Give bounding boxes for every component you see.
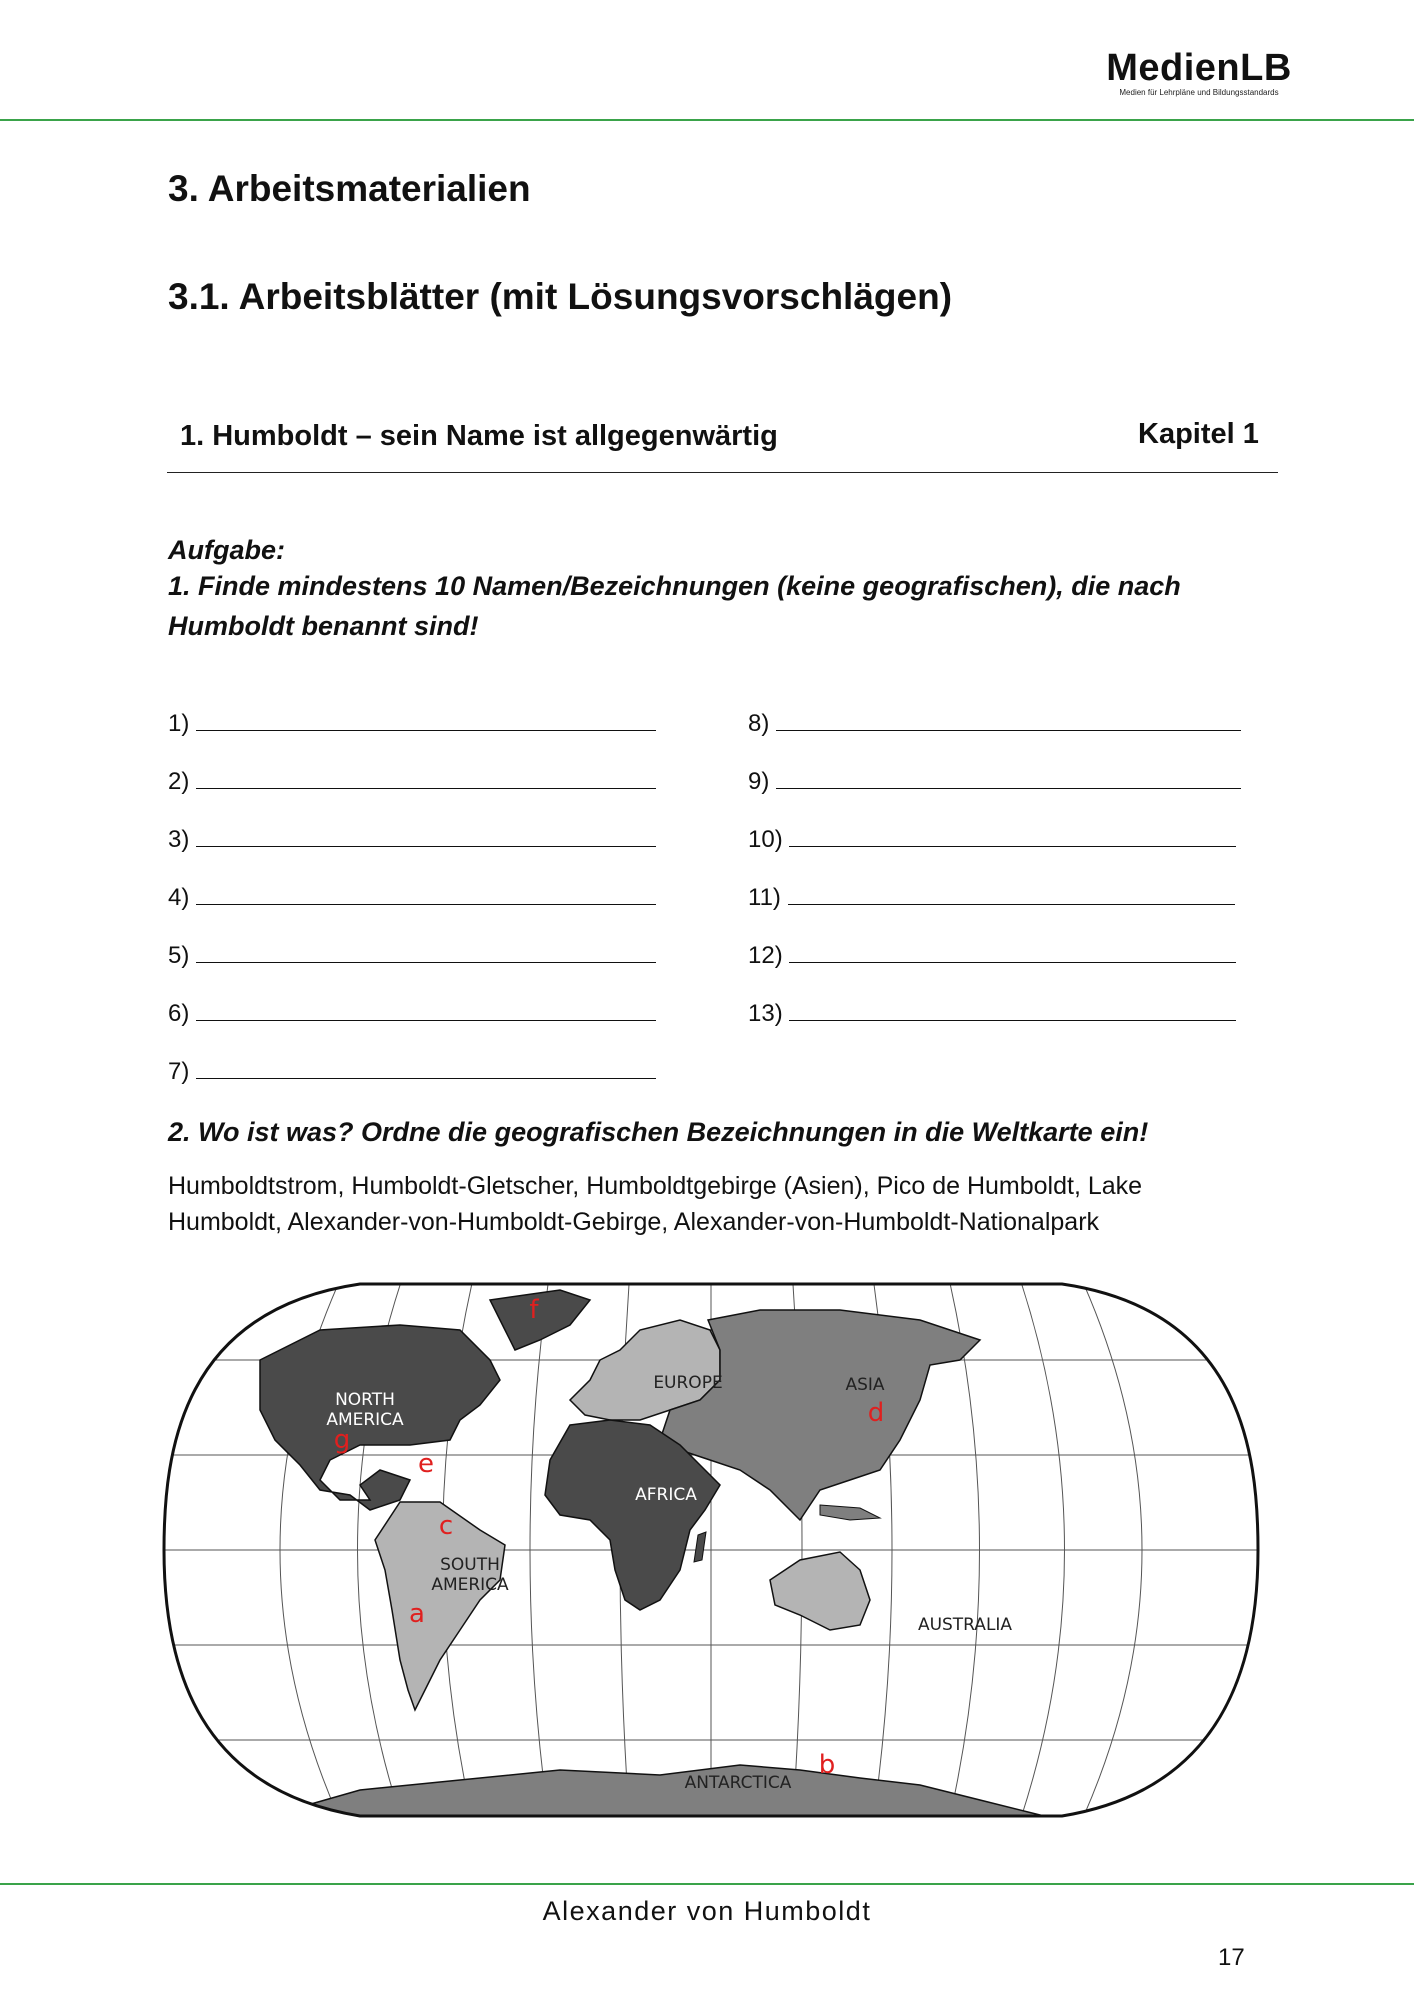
- blank-number: 1): [168, 710, 190, 737]
- blank-line[interactable]: [196, 882, 656, 905]
- blank-number: 9): [748, 768, 770, 795]
- blank-line[interactable]: [789, 998, 1236, 1021]
- label-antarctica: ANTARCTICA: [684, 1773, 792, 1793]
- blank-number: 7): [168, 1058, 190, 1085]
- answer-blank-3[interactable]: [168, 824, 656, 854]
- label-north-america-1: NORTH: [335, 1390, 395, 1410]
- footer-rule: [0, 1883, 1414, 1885]
- blank-number: 3): [168, 826, 190, 853]
- blank-number: 2): [168, 768, 190, 795]
- antarctica-shape: [290, 1765, 1040, 1830]
- blank-number: 8): [748, 710, 770, 737]
- blank-line[interactable]: [789, 940, 1236, 963]
- blank-number: 10): [748, 826, 783, 853]
- marker-c: c: [438, 1511, 454, 1541]
- task1-line2: Humboldt benannt sind!: [168, 611, 479, 641]
- blank-number: 13): [748, 1000, 783, 1027]
- medienlb-logo: [1103, 48, 1295, 97]
- world-map: [160, 1270, 1262, 1830]
- header-rule: [0, 119, 1414, 121]
- indonesia-shape: [820, 1505, 880, 1520]
- blank-number: 11): [748, 884, 781, 911]
- blank-line[interactable]: [789, 824, 1236, 847]
- blank-line[interactable]: [788, 882, 1235, 905]
- label-north-america-2: AMERICA: [326, 1410, 404, 1430]
- logo-tagline: Medien für Lehrpläne und Bildungsstandards: [1119, 88, 1279, 97]
- greenland-shape: [490, 1290, 590, 1350]
- blank-line[interactable]: [776, 708, 1241, 731]
- answer-blank-7[interactable]: [168, 1056, 656, 1086]
- task2-question: 2. Wo ist was? Ordne die geografischen Bezeichnungen in die Weltkarte ein!: [168, 1117, 1149, 1147]
- blank-line[interactable]: [196, 998, 656, 1021]
- subsection-heading: 3.1. Arbeitsblätter (mit Lösungsvorschlägen): [168, 276, 953, 317]
- madagascar-shape: [694, 1532, 706, 1562]
- answer-blank-6[interactable]: [168, 998, 656, 1028]
- section-heading: 3. Arbeitsmaterialien: [168, 168, 531, 209]
- worksheet-title: 1. Humboldt – sein Name ist allgegenwärtig: [180, 420, 778, 452]
- answer-blank-11[interactable]: [748, 882, 1235, 912]
- blank-number: 4): [168, 884, 190, 911]
- task1-line1: 1. Finde mindestens 10 Namen/Bezeichnungen (keine geografischen), die nach: [168, 571, 1181, 601]
- task-label: Aufgabe:: [168, 535, 285, 565]
- answer-blank-2[interactable]: [168, 766, 656, 796]
- logo-wordmark: MedienLB: [1106, 47, 1292, 89]
- marker-g: g: [333, 1425, 351, 1455]
- label-africa: AFRICA: [635, 1485, 697, 1505]
- answer-blank-8[interactable]: [748, 708, 1241, 738]
- blank-number: 12): [748, 942, 783, 969]
- answer-blank-13[interactable]: [748, 998, 1236, 1028]
- answer-blank-4[interactable]: [168, 882, 656, 912]
- label-south-america-2: AMERICA: [431, 1575, 509, 1595]
- chapter-label: Kapitel 1: [1138, 418, 1259, 450]
- blank-line[interactable]: [196, 708, 656, 731]
- title-divider: [167, 472, 1278, 473]
- page-number: 17: [1218, 1944, 1245, 1971]
- marker-d: d: [867, 1398, 885, 1428]
- label-europe: EUROPE: [653, 1373, 723, 1393]
- answer-blank-10[interactable]: [748, 824, 1236, 854]
- label-australia: AUSTRALIA: [917, 1615, 1013, 1635]
- blank-line[interactable]: [196, 824, 656, 847]
- label-asia: ASIA: [845, 1375, 885, 1395]
- answer-blank-1[interactable]: [168, 708, 656, 738]
- blank-line[interactable]: [196, 940, 656, 963]
- answer-blank-9[interactable]: [748, 766, 1241, 796]
- answer-blank-12[interactable]: [748, 940, 1236, 970]
- blank-number: 5): [168, 942, 190, 969]
- blank-line[interactable]: [776, 766, 1241, 789]
- blank-line[interactable]: [196, 1056, 656, 1079]
- marker-e: e: [418, 1449, 434, 1479]
- marker-b: b: [818, 1750, 836, 1780]
- blank-number: 6): [168, 1000, 190, 1027]
- label-south-america-1: SOUTH: [440, 1555, 500, 1575]
- marker-f: f: [529, 1295, 539, 1325]
- footer-title: Alexander von Humboldt: [542, 1896, 872, 1926]
- blank-line[interactable]: [196, 766, 656, 789]
- map-graticule: [160, 1270, 1262, 1830]
- marker-a: a: [409, 1599, 425, 1629]
- answer-blank-5[interactable]: [168, 940, 656, 970]
- australia-shape: [770, 1552, 870, 1630]
- geographic-names-list: Humboldtstrom, Humboldt-Gletscher, Humboldtgebirge (Asien), Pico de Humboldt, Lake Humboldt, Alexander-von-Humboldt-Gebirge, Alexander-von-Humboldt-Nationalpark: [168, 1172, 1143, 1236]
